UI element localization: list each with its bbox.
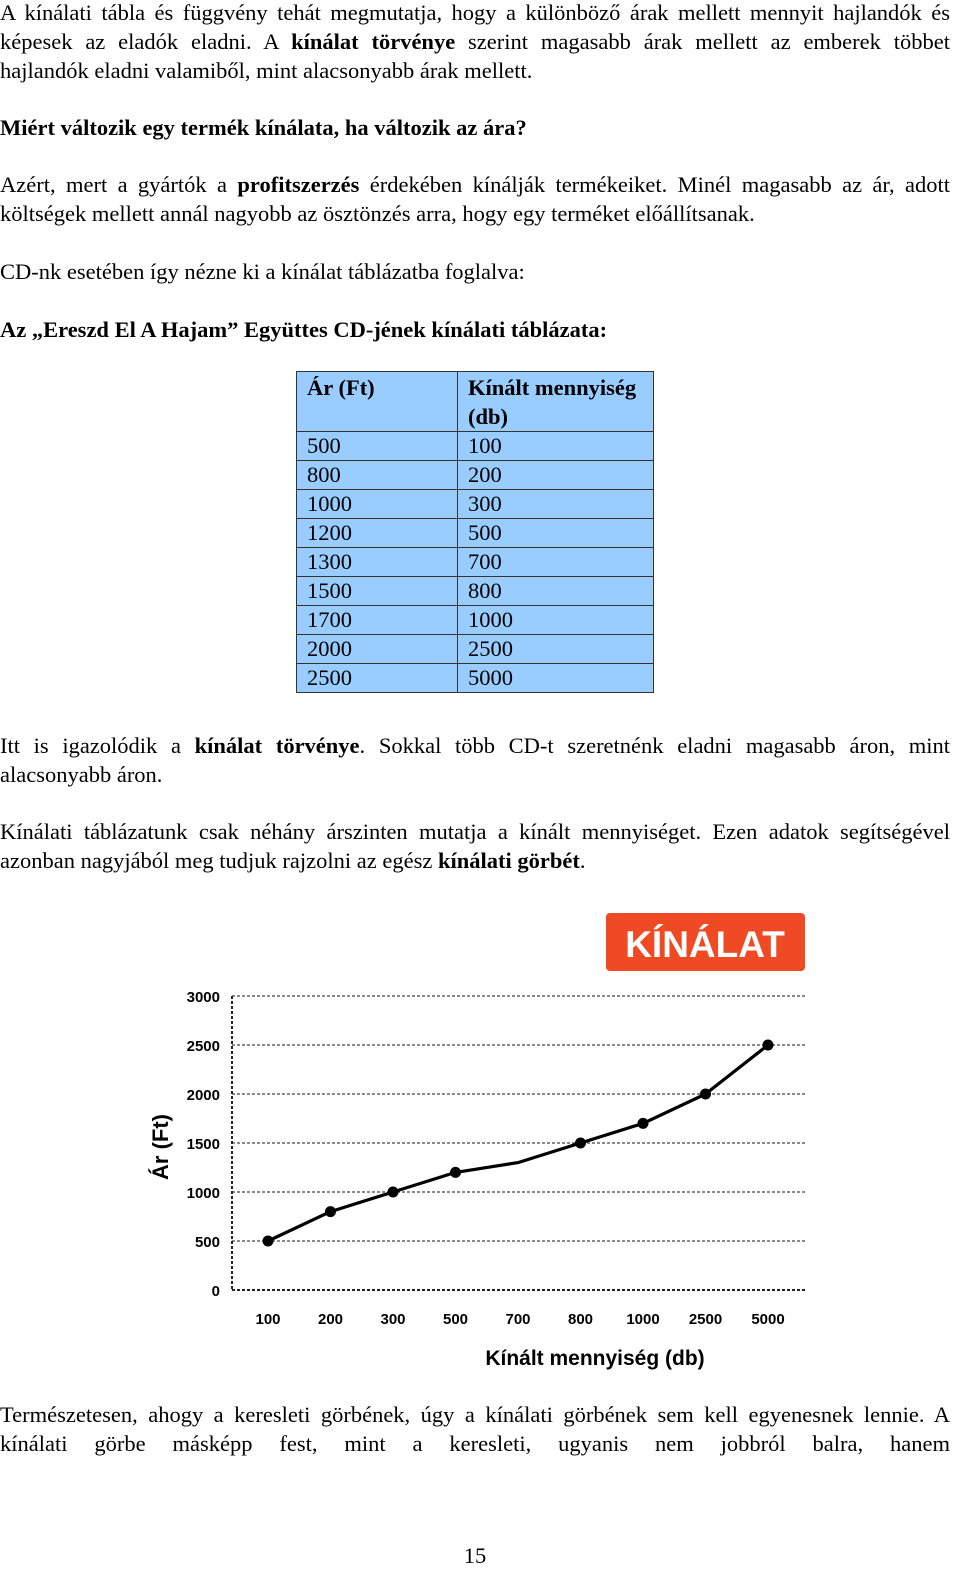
x-tick-label: 300 [380,1311,406,1328]
table-row [297,606,654,635]
chart-title: KÍNÁLAT [625,924,785,965]
data-point [763,1040,774,1051]
price-cell: 800 [297,461,458,490]
y-tick-label: 2500 [186,1038,220,1055]
x-tick-label: 200 [317,1311,344,1328]
x-tick-label: 2500 [688,1311,723,1328]
page-number: 15 [463,1543,487,1568]
table-row [297,548,654,577]
data-point [325,1206,336,1217]
quantity-cell: 200 [458,461,654,490]
price-cell: 1300 [297,548,458,577]
paragraph-table-intro: CD-nk esetében így nézne ki a kínálat táblázatba foglalva: [0,259,525,284]
quantity-cell: 1000 [458,606,654,635]
data-point [263,1236,274,1247]
table-row [297,519,654,548]
price-cell: 1200 [297,519,458,548]
price-cell: 1500 [297,577,458,606]
table-header-row [297,372,654,432]
quantity-cell: 2500 [458,635,654,664]
term-law-of-supply-2: kínálat törvénye [194,733,360,758]
table-row [297,664,654,693]
data-point [575,1138,586,1149]
quantity-cell: 300 [458,490,654,519]
chart-grid [232,996,805,1241]
y-tick-labels [187,989,220,1300]
table-row [297,432,654,461]
price-cell: 2500 [297,664,458,693]
quantity-cell: 800 [458,577,654,606]
x-tick-label: 500 [442,1311,469,1328]
paragraph-curve-shape: Természetesen, ahogy a keresleti görbének, úgy a kínálati görbének sem kell egyenesnek lennie. A kínálati görbe másképp fest, mint a keresleti, ugyanis nem jobbról balra, hanem [0,1402,950,1456]
data-point [388,1187,399,1198]
table-row [297,577,654,606]
table-row [297,635,654,664]
x-tick-label: 100 [255,1311,281,1328]
table-title: Az „Ereszd El A Hajam” Együttes CD-jének kínálati táblázata: [0,317,608,342]
quantity-cell: 500 [458,519,654,548]
y-axis-label: Ár (Ft) [148,1114,173,1180]
quantity-cell: 5000 [458,664,654,693]
y-tick-label: 1000 [186,1185,220,1202]
x-tick-label: 5000 [751,1311,785,1328]
quantity-cell: 700 [458,548,654,577]
term-law-of-supply: kínálat törvénye [291,29,456,54]
x-tick-label: 700 [505,1311,531,1328]
price-cell: 500 [297,432,458,461]
term-supply-curve: kínálati görbét [437,848,580,873]
y-tick-label: 2000 [186,1087,220,1104]
supply-table [296,371,654,693]
column-header-price: Ár (Ft) [297,372,458,432]
paragraph-supply-definition: A kínálati tábla és függvény tehát megmutatja, hogy a különböző árak mellett mennyit hajlandók és képesek az eladók eladni. A kínálat törvénye szerint magasabb árak mellett az emberek többet hajlandók eladni valamiből, mint alacsonyabb árak mellett. [0,0,950,83]
y-tick-label: 1500 [186,1136,220,1153]
x-axis-label: Kínált mennyiség (db) [485,1347,705,1370]
question-heading: Miért változik egy termék kínálata, ha változik az ára? [0,115,527,140]
y-tick-label: 0 [211,1283,220,1300]
term-profit: profitszerzés [237,172,360,197]
table-row [297,461,654,490]
price-cell: 1700 [297,606,458,635]
table-row [297,490,654,519]
price-cell: 2000 [297,635,458,664]
price-cell: 1000 [297,490,458,519]
column-header-quantity: Kínált mennyiség (db) [458,372,654,432]
x-tick-label: 800 [567,1311,594,1328]
x-tick-labels [255,1311,784,1328]
y-tick-label: 500 [194,1234,220,1251]
data-point [450,1167,461,1178]
quantity-cell: 100 [458,432,654,461]
supply-chart [140,905,820,1375]
paragraph-profit: Azért, mert a gyártók a profitszerzés érdekében kínálják termékeiket. Minél magasabb az ár, adott költségek mellett annál nagyobb az ösztönzés arra, hogy egy terméket előállítsanak. [0,172,950,226]
x-tick-label: 1000 [626,1311,660,1328]
paragraph-curve-intro: Kínálati táblázatunk csak néhány árszinten mutatja a kínált mennyiséget. Ezen adatok segítségével azonban nagyjából meg tudjuk rajzolni az egész kínálati görbét. [0,819,950,873]
data-point [638,1118,649,1129]
y-tick-label: 3000 [186,989,220,1006]
data-point [700,1089,711,1100]
paragraph-law-confirmed: Itt is igazolódik a kínálat törvénye. Sokkal több CD-t szeretnénk eladni magasabb áron, mint alacsonyabb áron. [0,733,950,787]
